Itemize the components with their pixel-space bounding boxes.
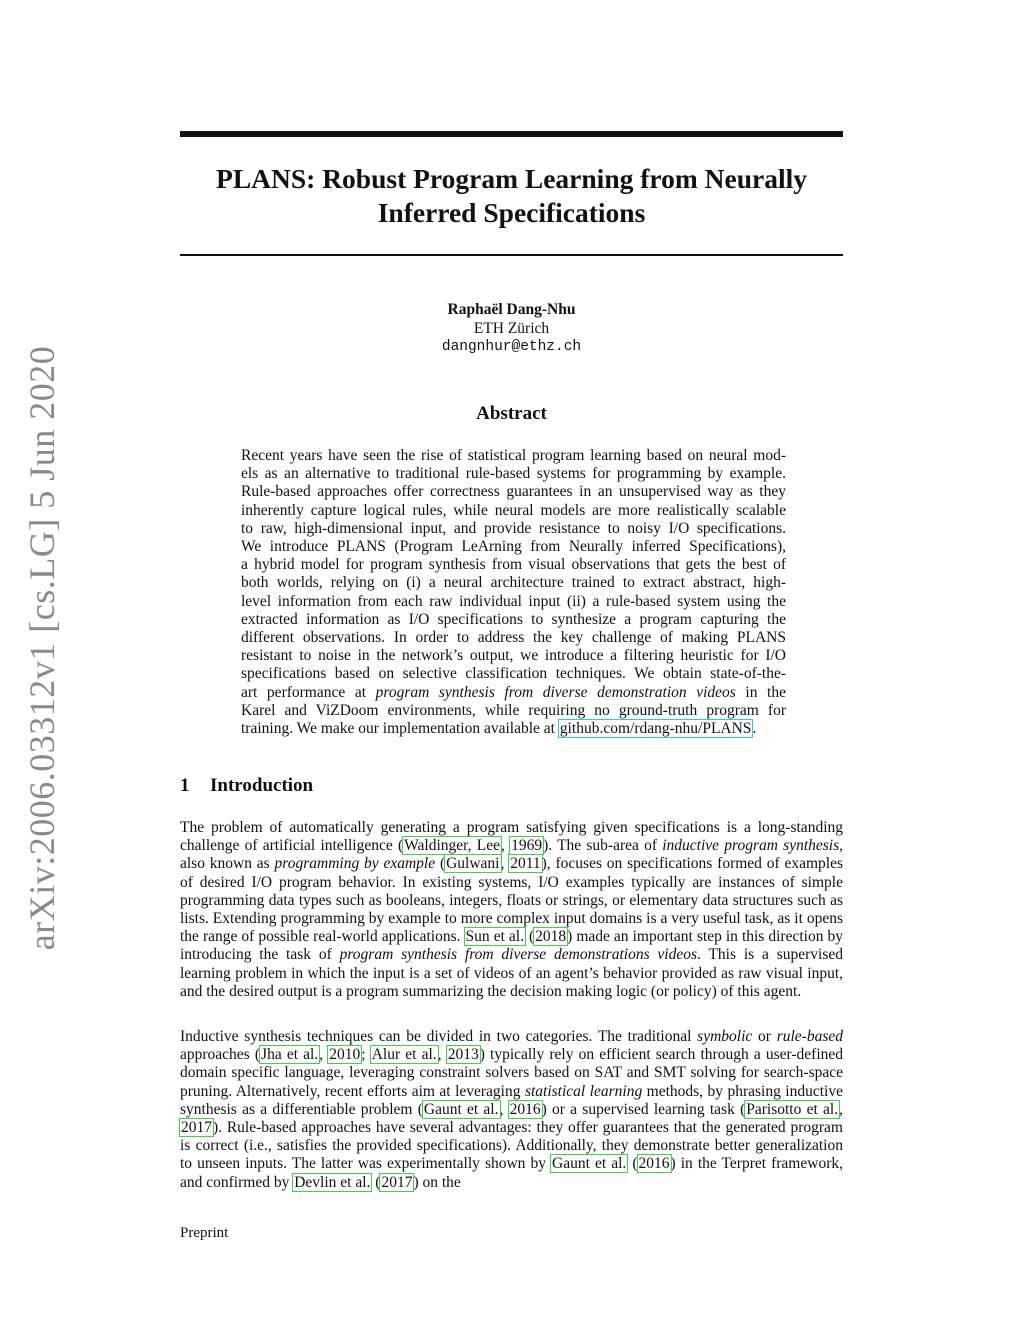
abstract-line xyxy=(241,720,786,738)
abstract-line: to raw, high-dimensional input, and provide resistance to noisy I/O specifications. xyxy=(241,519,786,537)
emphasis: programming by example xyxy=(274,855,436,873)
emphasis: inductive program synthesis xyxy=(662,837,840,855)
paper-title xyxy=(180,162,843,230)
emphasis: symbolic xyxy=(697,1028,753,1045)
text: , xyxy=(839,1100,843,1118)
intro-paragraph-1 xyxy=(180,819,843,1001)
text: , also known as xyxy=(180,837,844,873)
citation-year-link[interactable]: 2013 xyxy=(447,1046,479,1064)
citation-link[interactable]: Waldinger, Lee xyxy=(404,837,500,855)
citation-link[interactable]: Devlin et al. xyxy=(294,1173,371,1191)
text: ) made an important step in this direction by introducing the task of xyxy=(180,928,843,964)
abstract-line: Karel and ViZDoom environments, while requiring no ground-truth program for xyxy=(241,701,786,719)
intro-paragraph-2 xyxy=(180,1028,843,1192)
citation-year-link[interactable]: 2010 xyxy=(329,1046,361,1064)
text: , xyxy=(319,1046,329,1064)
arxiv-side-stamp: arXiv:2006.03312v1 [cs.LG] 5 Jun 2020 xyxy=(22,345,62,951)
text: ) on the xyxy=(413,1173,461,1191)
title-line-2: Inferred Specifications xyxy=(377,197,646,228)
abstract-line: Rule-based approaches offer correctness guarantees in an unsupervised way as they xyxy=(241,483,786,501)
text: ). The sub-area of xyxy=(543,837,663,855)
abstract-line xyxy=(241,684,786,702)
abstract-text: . xyxy=(752,720,757,738)
title-top-rule xyxy=(180,131,843,137)
text: methods, by phrasing inductive synthesis as a differentiable problem ( xyxy=(180,1082,843,1118)
citation-link[interactable]: Gaunt et al. xyxy=(552,1155,627,1173)
text: The problem of automatically generating a program satisfying given specifications is a long-standing challenge of artificial intelligence ( xyxy=(180,819,843,855)
abstract-text: art performance at xyxy=(241,683,376,701)
text: ( xyxy=(371,1173,381,1191)
text: ) in the Terpret framework, and confirmed by xyxy=(180,1155,843,1191)
abstract-body xyxy=(241,447,786,738)
citation-year-link[interactable]: 2018 xyxy=(535,928,567,946)
text: ) typically rely on efficient search through a user-defined domain specific language, leveraging constraint solvers based on SAT and SMT solving for search-space pruning. Alternatively, recent efforts aim at leveraging xyxy=(180,1046,844,1100)
citation-year-link[interactable]: 1969 xyxy=(511,837,543,855)
emphasis: rule-based xyxy=(776,1028,843,1045)
text: , xyxy=(500,855,510,873)
citation-link[interactable]: Gaunt et al. xyxy=(423,1100,499,1118)
text: ; xyxy=(361,1046,371,1064)
section-title: Introduction xyxy=(210,775,314,796)
text: approaches ( xyxy=(180,1046,261,1064)
text: , xyxy=(437,1046,447,1064)
text: , xyxy=(499,1100,509,1118)
footer-preprint: Preprint xyxy=(180,1225,229,1241)
abstract-line: specifications based on selective classification techniques. We obtain state-of-the- xyxy=(241,665,786,683)
text: ). Rule-based approaches have several advantages: they offer guarantees that the generated program is correct (i.e., satisfies the provided specifications). Additionally, they demonstrate better generalization to unseen inputs. The latter was experimentally shown by xyxy=(180,1119,843,1173)
title-line-1: PLANS: Robust Program Learning from Neurally xyxy=(216,163,807,194)
abstract-emphasis: program synthesis from diverse demonstration videos xyxy=(375,683,736,701)
citation-link[interactable]: Gulwani xyxy=(446,855,500,873)
text: ), focuses on specifications formed of examples of desired I/O program behavior. In existing systems, I/O examples typically are instances of simple programming data types such as booleans, integers, floats or strings, or elementary data structures such as lists. Extending programming by example to more complex input domains is a very useful task, as it opens the range of possible real-world applications. xyxy=(180,855,843,946)
text: Inductive synthesis techniques can be divided in two categories. The traditional xyxy=(180,1028,698,1045)
abstract-text: training. We make our implementation available at xyxy=(241,720,559,738)
text: ( xyxy=(627,1155,638,1173)
citation-link[interactable]: Parisotto et al. xyxy=(746,1100,839,1118)
text: ( xyxy=(435,855,446,873)
abstract-heading: Abstract xyxy=(476,403,547,424)
abstract-line: Recent years have seen the rise of statistical program learning based on neural mod- xyxy=(241,447,786,464)
author-email: dangnhur@ethz.ch xyxy=(441,339,582,355)
author-name: Raphaël Dang-Nhu xyxy=(447,301,576,318)
text: ) or a supervised learning task ( xyxy=(541,1100,746,1118)
section-number: 1 xyxy=(180,775,190,796)
title-bottom-rule xyxy=(180,254,843,256)
abstract-line: a hybrid model for program synthesis from visual observations that gets the best of xyxy=(241,556,786,574)
emphasis: statistical learning xyxy=(524,1082,643,1100)
abstract-line: inherently capture logical rules, while neural models are more realistically scalable xyxy=(241,501,786,519)
abstract-line: resistant to noise in the network’s output, we introduce a filtering heuristic for I/O xyxy=(241,647,786,665)
abstract-line: We introduce PLANS (Program LeArning from Neurally inferred Specifications), xyxy=(241,538,786,556)
abstract-line: els as an alternative to traditional rule-based systems for programming by example. xyxy=(241,465,786,483)
citation-link[interactable]: Sun et al. xyxy=(465,928,524,946)
author-block xyxy=(180,300,843,357)
citation-year-link[interactable]: 2016 xyxy=(638,1155,670,1173)
citation-year-link[interactable]: 2017 xyxy=(381,1173,413,1191)
section-heading xyxy=(180,775,313,797)
text: , xyxy=(501,837,511,855)
text: ( xyxy=(524,928,535,946)
author-affiliation: ETH Zürich xyxy=(473,320,550,337)
abstract-text: in the xyxy=(735,683,786,701)
citation-year-link[interactable]: 2011 xyxy=(510,855,541,873)
emphasis: program synthesis from diverse demonstrations videos xyxy=(339,946,698,964)
citation-link[interactable]: Alur et al. xyxy=(371,1046,437,1064)
abstract-line: level information from each raw individual input (ii) a rule-based system using the xyxy=(241,592,786,610)
abstract-line: extracted information as I/O specifications to synthesize a program capturing the xyxy=(241,610,786,628)
citation-year-link[interactable]: 2017 xyxy=(181,1119,212,1137)
github-link[interactable]: github.com/rdang-nhu/PLANS xyxy=(559,720,752,738)
abstract-line: both worlds, relying on (i) a neural architecture trained to extract abstract, high- xyxy=(241,574,786,592)
citation-link[interactable]: Jha et al. xyxy=(261,1046,319,1064)
text: . This is a supervised learning problem in which the input is a set of videos of an agent’s behavior provided as raw visual input, and the desired output is a program summarizing the decision making logic (or policy) of this agent. xyxy=(180,946,843,1000)
citation-year-link[interactable]: 2016 xyxy=(509,1100,541,1118)
text: or xyxy=(752,1028,777,1045)
abstract-line: different observations. In order to address the key challenge of making PLANS xyxy=(241,629,786,647)
